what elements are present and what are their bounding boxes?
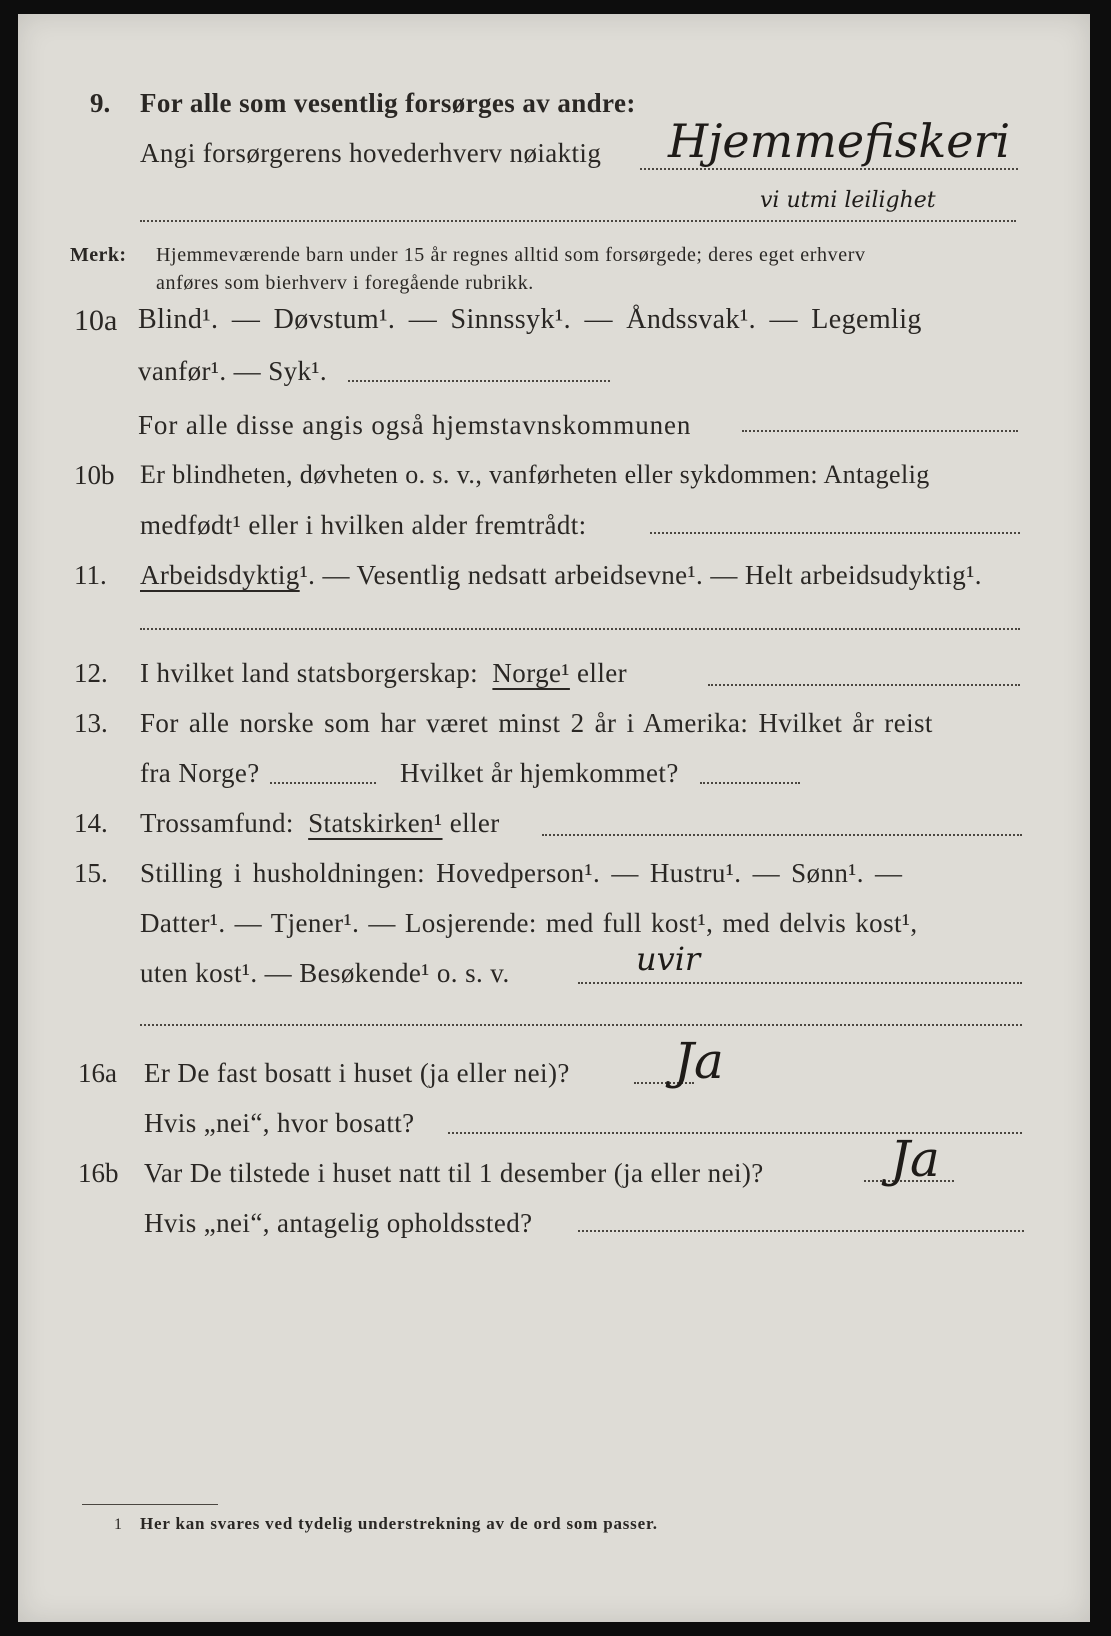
q13-number: 13. [74,708,108,738]
merk-label: Merk: [70,244,127,266]
q14-after: eller [449,808,500,838]
q15-line1: Stilling i husholdningen: Hovedperson¹. — Hustru¹. — Sønn¹. — [140,858,903,888]
q11-number: 11. [74,560,107,590]
q14-answer-line [542,834,1022,836]
q11-line [140,560,982,591]
q10a-line3: For alle disse angis også hjemstavnskommunen [138,410,692,440]
q16a-line2: Hvis „nei“, hvor bosatt? [144,1108,415,1138]
q11-answer-line [140,628,1020,630]
q12-answer-line [708,684,1020,686]
q10b-line1: Er blindheten, døvheten o. s. v., vanførheten eller sykdommen: Antagelig [140,460,930,489]
q16b-line2: Hvis „nei“, antagelig opholdssted? [144,1208,533,1238]
q12-after: eller [577,658,628,688]
q10b-line2: medfødt¹ eller i hvilken alder fremtrådt: [140,510,587,540]
q15-answer-handwriting: uvir [636,940,701,978]
q16b-line1: Var De tilstede i huset natt til 1 desember (ja eller nei)? [144,1158,764,1188]
q10b-number: 10b [74,460,115,490]
q16b-opholdssted-line [578,1230,1024,1232]
q12-number: 12. [74,658,108,688]
q14-line [140,808,500,839]
q9-answer-line [640,168,1018,170]
q13-line2b: Hvilket år hjemkommet? [400,758,679,788]
q15-line3: uten kost¹. — Besøkende¹ o. s. v. [140,958,510,988]
q9-answer-handwriting: Hjemmefiskeri [668,114,1011,168]
q10a-hjemstavn-line [742,430,1018,432]
q14-before: Trossamfund: [140,808,294,838]
form-page [18,14,1090,1622]
q12-norge-underlined: Norge¹ [492,658,570,688]
q16a-answer-handwriting: Ja [674,1032,724,1090]
q10a-line2: vanfør¹. — Syk¹. [138,356,328,386]
q10b-answer-line [650,532,1020,534]
q9-answer2-handwriting: vi utmi leilighet [760,188,936,213]
q16a-line1: Er De fast bosatt i huset (ja eller nei)? [144,1058,570,1088]
footnote-mark: 1 [114,1516,123,1533]
q11-rest: ¹. — Vesentlig nedsatt arbeidsevne¹. — Helt arbeidsudyktig¹. [299,560,982,590]
q9-number: 9. [90,88,111,118]
q9-second-line [140,220,1016,222]
q10a-line1: Blind¹. — Døvstum¹. — Sinnssyk¹. — Åndssvak¹. — Legemlig [138,304,922,335]
q15-number: 15. [74,858,108,888]
q15-line2: Datter¹. — Tjener¹. — Losjerende: med full kost¹, med delvis kost¹, [140,908,918,938]
q10a-number: 10a [74,304,118,337]
q12-line [140,658,627,689]
q16b-number: 16b [78,1158,119,1188]
q9-line2: Angi forsørgerens hovederhverv nøiaktig [140,138,602,168]
merk-line2: anføres som bierhverv i foregående rubrikk. [156,272,534,294]
q15-second-line [140,1024,1022,1026]
q13-line2a: fra Norge? [140,758,260,788]
q14-number: 14. [74,808,108,838]
q14-statskirken-underlined: Statskirken¹ [308,808,443,838]
q12-before: I hvilket land statsborgerskap: [140,658,479,688]
q13-line1: For alle norske som har været minst 2 år i Amerika: Hvilket år reist [140,708,933,738]
merk-line1: Hjemmeværende barn under 15 år regnes alltid som forsørgede; deres eget erhverv [156,244,866,266]
q16b-answer-handwriting: Ja [890,1130,940,1188]
q13-reist-line [270,782,376,784]
q10a-syk-line [348,380,610,382]
footnote-text: Her kan svares ved tydelig understrekning av de ord som passer. [140,1514,658,1533]
q9-line1: For alle som vesentlig forsørges av andre: [140,88,636,118]
q15-answer-line [578,982,1022,984]
footnote-rule [82,1504,218,1505]
q16a-number: 16a [78,1058,117,1088]
q11-arbeidsdyktig-underlined: Arbeidsdyktig [140,560,300,590]
q13-hjemkommet-line [700,782,800,784]
